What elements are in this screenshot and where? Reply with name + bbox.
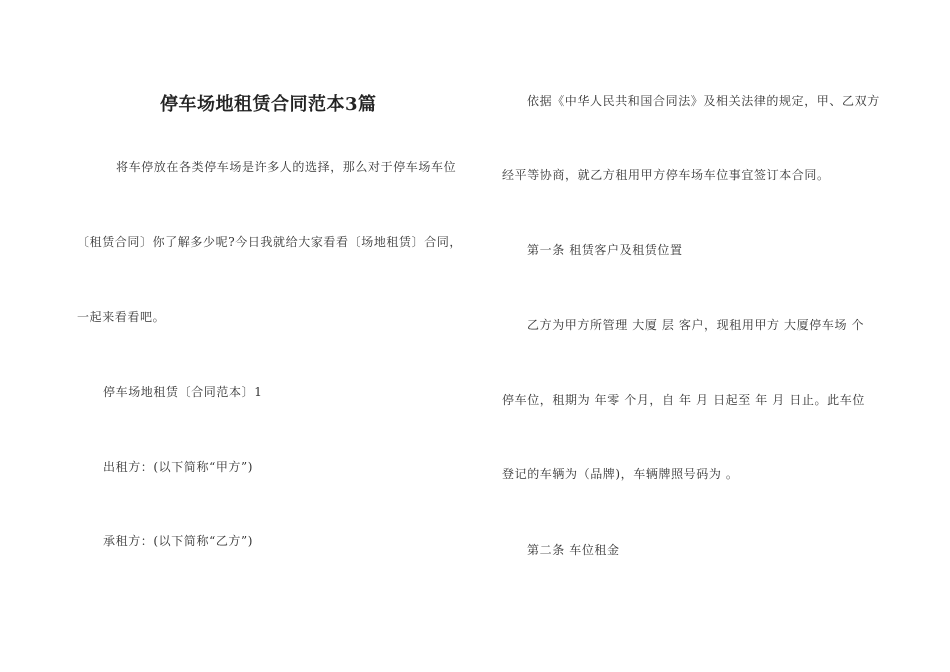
article-1-line-3: 登记的车辆为（品牌)，车辆牌照号码为 。 xyxy=(502,467,739,481)
intro-paragraph-line-2: 〔租赁合同〕你了解多少呢?今日我就给大家看看〔场地租赁〕合同， xyxy=(77,235,463,249)
intro-paragraph-line-1: 将车停放在各类停车场是许多人的选择，那么对于停车场车位 xyxy=(116,160,457,174)
article-1-line-2: 停车位，租期为 年零 个月，自 年 月 日起至 年 月 日止。此车位 xyxy=(502,393,865,407)
legal-basis-line-1: 依据《中华人民共和国合同法》及相关法律的规定，甲、乙双方 xyxy=(527,94,880,108)
lessor-line: 出租方：(以下简称“甲方”) xyxy=(103,460,254,474)
article-1-line-1: 乙方为甲方所管理 大厦 层 客户，现租用甲方 大厦停车场 个 xyxy=(527,318,865,332)
article-1-heading: 第一条 租赁客户及租赁位置 xyxy=(527,243,683,257)
lessee-line: 承租方：(以下简称“乙方”) xyxy=(103,534,254,548)
legal-basis-line-2: 经平等协商，就乙方租用甲方停车场车位事宜签订本合同。 xyxy=(502,168,830,182)
intro-paragraph-line-3: 一起来看看吧。 xyxy=(77,310,166,324)
contract-heading: 停车场地租赁〔合同范本〕1 xyxy=(103,385,263,399)
article-2-heading: 第二条 车位租金 xyxy=(527,543,620,557)
document-title: 停车场地租赁合同范本3篇 xyxy=(160,94,377,115)
